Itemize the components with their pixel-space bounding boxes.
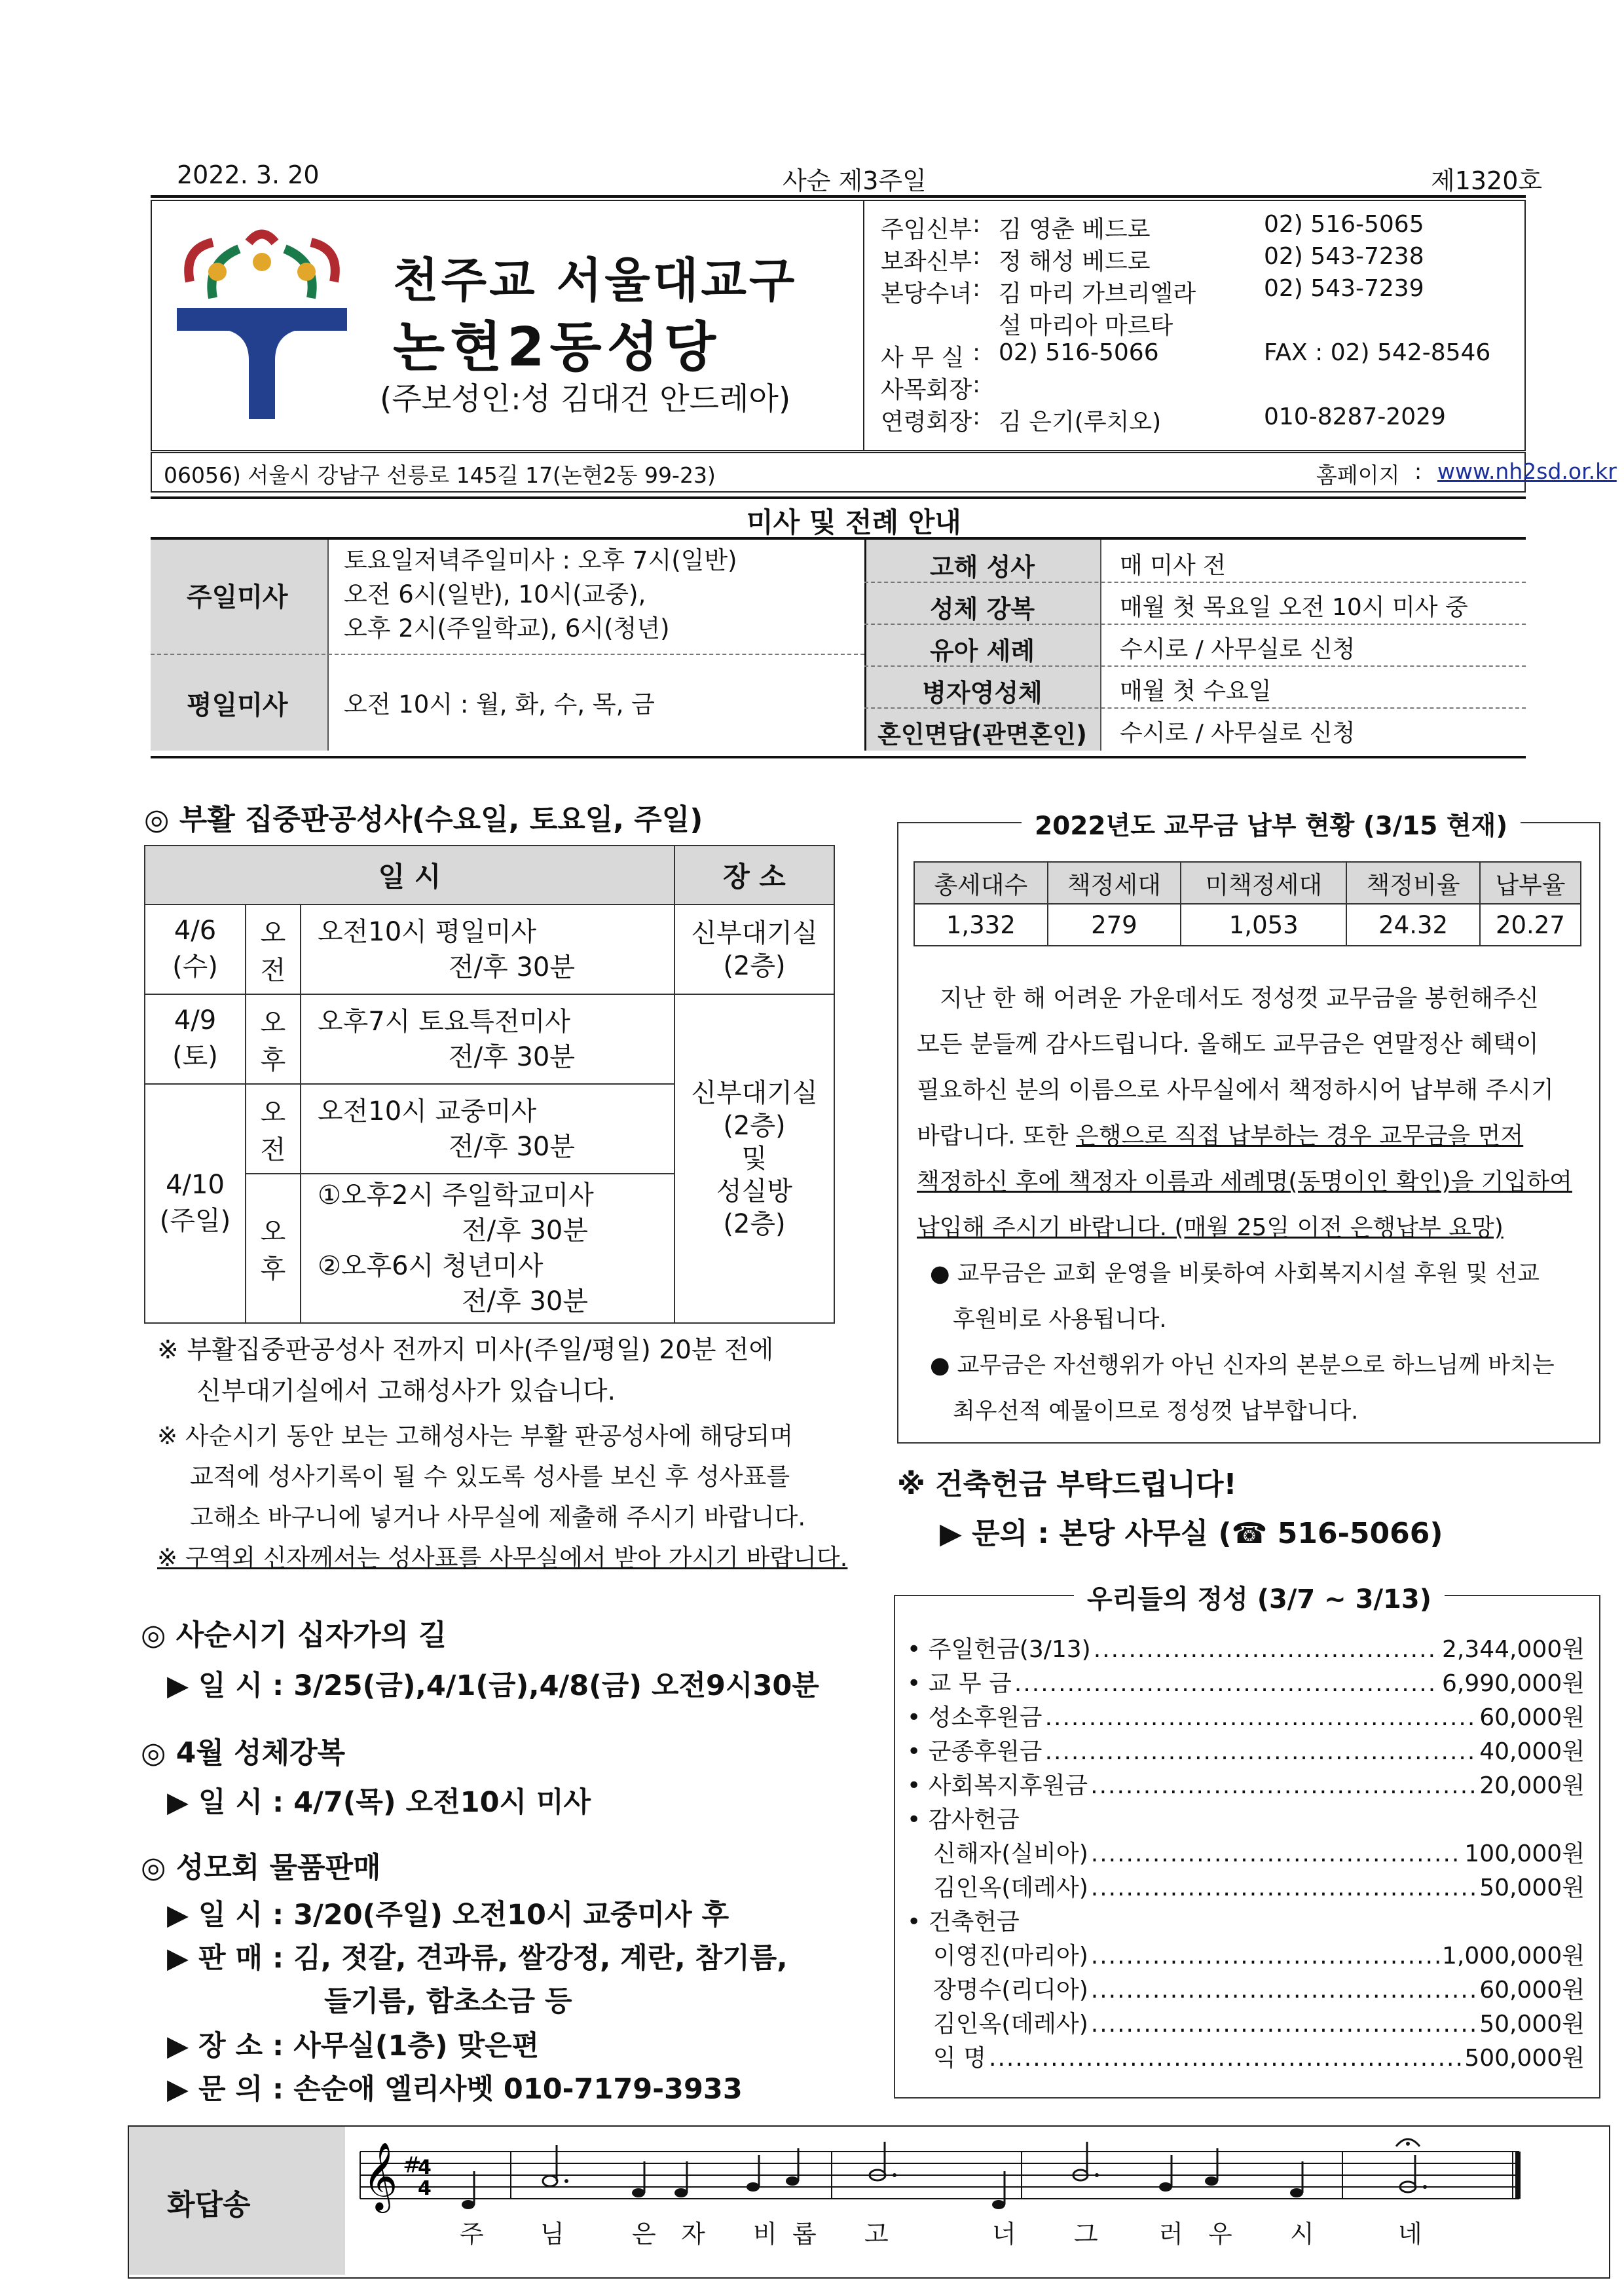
- head-date: 일 시: [145, 846, 674, 905]
- lyric: 님: [540, 2220, 564, 2248]
- offering-row: 김인옥(데레사) ..... 50,000원: [933, 1869, 1585, 1903]
- staff-row: 본당수녀 : 김 마리 가브리엘라 02) 543-7239: [881, 275, 1424, 307]
- psalm-label: 화답송: [167, 2188, 251, 2222]
- easter-title: ◎ 부활 집중판공성사(수요일, 토요일, 주일): [144, 803, 703, 836]
- lyric: 자: [681, 2220, 705, 2248]
- offerings-title: 우리들의 정성 (3/7 ~ 3/13): [1074, 1578, 1445, 1616]
- table-row: 4/10 (주일) 오 전 오전10시 교중미사 전/후 30분: [145, 1084, 834, 1174]
- easter-note: 신부대기실에서 고해성사가 있습니다.: [196, 1377, 616, 1406]
- offering-row: • 성소후원금 ..... 60,000원: [907, 1699, 1585, 1732]
- staff-row: 설 마리아 마르타: [999, 312, 1173, 339]
- head-place: 장 소: [674, 846, 834, 905]
- confession-label: 고해 성사: [929, 553, 1035, 582]
- confession-value: 매 미사 전: [1120, 552, 1226, 579]
- building-contact: ▶ 문의 : 본당 사무실 (☎ 516-5066): [940, 1517, 1443, 1550]
- offering-row: 익 명 ..... 500,000원: [933, 2040, 1585, 2073]
- lyric: 시: [1290, 2220, 1314, 2248]
- sale-line: 들기름, 함초소금 등: [324, 1985, 572, 2018]
- lyric: 롭: [792, 2220, 817, 2248]
- infant-baptism-value: 수시로 / 사무실로 신청: [1120, 636, 1356, 663]
- bulletin-date: 2022. 3. 20: [177, 160, 320, 189]
- offering-row: 김인옥(데레사) ..... 50,000원: [933, 2006, 1585, 2039]
- lyric: 네: [1398, 2220, 1422, 2248]
- building-heading: • 건축헌금: [907, 1909, 1020, 1935]
- sick-communion-value: 매월 첫 수요일: [1120, 678, 1272, 705]
- offering-row: • 사회복지후원금 ..... 20,000원: [907, 1767, 1585, 1801]
- svg-text:#: #: [403, 2152, 422, 2178]
- tax-paragraph: 지난 한 해 어려운 가운데서도 정성껏 교무금을 봉헌해주신 모든 분들께 감사드립니다. 올해도 교무금은 연말정산 혜택이 필요하신 분의 이름으로 사무실에서 책정하시어 납부해 주시기 바랍니다. 또한 은행으로 직접 납부하는 경우 교무금을 먼저 책정하신 후에 책정자 이름과 세례명(동명이인 확인)을 기입하여 납입해 주시기 바랍니다. (매월 25일 이전 은행납부 요망): [917, 985, 1572, 1241]
- easter-note: ※ 구역외 신자께서는 성사표를 사무실에서 받아 가시기 바랍니다.: [157, 1544, 848, 1572]
- parish-logo-icon: [177, 223, 347, 419]
- sale-line: ▶ 일 시 : 3/20(주일) 오전10시 교중미사 후: [167, 1899, 729, 1931]
- address: 06056) 서울시 강남구 선릉로 145길 17(논현2동 99-23): [164, 462, 716, 488]
- offering-row: • 주일헌금(3/13) ..... 2,344,000원: [907, 1631, 1585, 1664]
- sale-line: ▶ 문 의 : 손순애 엘리사벳 010-7179-3933: [167, 2073, 743, 2106]
- parish-name: 논현2동성당: [393, 316, 722, 379]
- lyric: 너: [992, 2220, 1016, 2248]
- lyric: 고: [864, 2220, 889, 2248]
- easter-note: ※ 사순시기 동안 보는 고해성사는 부활 판공성사에 해당되며: [157, 1422, 794, 1450]
- mass-title: 미사 및 전례 안내: [747, 506, 961, 538]
- eucharist-title: ◎ 4월 성체강복: [141, 1736, 346, 1770]
- parish-patron: (주보성인:성 김대건 안드레아): [380, 381, 791, 417]
- svg-text:4: 4: [418, 2156, 432, 2179]
- offering-row: 신해자(실비아) ..... 100,000원: [933, 1835, 1585, 1869]
- svg-text:𝄞: 𝄞: [363, 2142, 398, 2211]
- staff-row: 보좌신부 : 정 해성 베드로 02) 543-7238: [881, 243, 1424, 275]
- sale-line: ▶ 판 매 : 김, 젓갈, 견과류, 쌀강정, 계란, 참기름,: [167, 1942, 788, 1975]
- easter-note: 교적에 성사기록이 될 수 있도록 성사를 보신 후 성사표를: [190, 1463, 790, 1491]
- sale-line: ▶ 장 소 : 사무실(1층) 맞은편: [167, 2030, 540, 2062]
- marriage-value: 수시로 / 사무실로 신청: [1120, 720, 1356, 747]
- eucharist-when: ▶ 일 시 : 4/7(목) 오전10시 미사: [167, 1786, 591, 1819]
- lyric: 러: [1159, 2220, 1183, 2248]
- lyric: 우: [1208, 2220, 1232, 2248]
- liturgical-week: 사순 제3주일: [783, 166, 927, 195]
- sick-communion-label: 병자영성체: [922, 679, 1043, 707]
- staff-list: [881, 211, 1522, 436]
- lyric: 비: [753, 2220, 777, 2248]
- table-row: 4/9 (토) 오 후 오후7시 토요특전미사 전/후 30분 신부대기실 (2층) 및 성실방 (2층): [145, 994, 834, 1084]
- building-title: ※ 건축헌금 부탁드립니다!: [897, 1468, 1237, 1501]
- marriage-label: 혼인면담(관면혼인): [877, 720, 1087, 749]
- staff-row: 주임신부 : 김 영춘 베드로 02) 516-5065: [881, 211, 1424, 243]
- offering-row: 이영진(마리아) ..... 1,000,000원: [933, 1937, 1585, 1971]
- lyric: 주: [460, 2220, 484, 2248]
- weekday-mass-label: 평일미사: [187, 690, 288, 720]
- lyric: 은: [632, 2220, 656, 2248]
- infant-baptism-label: 유아 세례: [929, 637, 1035, 665]
- staff-row: 사 무 실 : 02) 516-5066 FAX : 02) 542-8546: [881, 339, 1491, 371]
- sale-title: ◎ 성모회 물품판매: [141, 1851, 381, 1884]
- cross-when: ▶ 일 시 : 3/25(금),4/1(금),4/8(금) 오전9시30분: [167, 1670, 819, 1702]
- tax-table: 총세대수 책정세대 미책정세대 책정비율 납부율 1,332 279 1,053 24.32 20.27: [913, 861, 1581, 946]
- easter-note: 고해소 바구니에 넣거나 사무실에 제출해 주시기 바랍니다.: [190, 1503, 806, 1531]
- tax-title: 2022년도 교무금 납부 현황 (3/15 현재): [1022, 806, 1521, 842]
- thanks-heading: • 감사헌금: [907, 1806, 1020, 1833]
- staff-row: 사목회장 :: [881, 371, 981, 403]
- weekday-mass-times: 오전 10시 : 월, 화, 수, 목, 금: [344, 690, 655, 718]
- benediction-label: 성체 강복: [929, 595, 1035, 624]
- psalm-staff-icon: [354, 2132, 1539, 2217]
- issue-number: 제1320호: [1431, 166, 1543, 195]
- homepage-label: 홈페이지: [1316, 462, 1400, 488]
- offering-row: • 교 무 금 ..... 6,990,000원: [907, 1665, 1585, 1698]
- benediction-value: 매월 첫 목요일 오전 10시 미사 중: [1120, 594, 1468, 621]
- cross-title: ◎ 사순시기 십자가의 길: [141, 1618, 447, 1652]
- parish-line1: 천주교 서울대교구: [393, 253, 798, 308]
- easter-schedule-table: [144, 845, 835, 1324]
- sunday-mass-times: 토요일저녁주일미사 : 오후 7시(일반) 오전 6시(일반), 10시(교중), 오후 2시(주일학교), 6시(청년): [344, 546, 737, 643]
- lyric: 그: [1074, 2220, 1098, 2248]
- offering-row: 장명수(리디아) ..... 60,000원: [933, 1971, 1585, 2005]
- staff-row: 연령회장 : 김 은기(루치오) 010-8287-2029: [881, 403, 1446, 436]
- homepage-link[interactable]: www.nh2sd.or.kr: [1437, 458, 1617, 484]
- easter-note: ※ 부활집중판공성사 전까지 미사(주일/평일) 20분 전에: [157, 1335, 774, 1365]
- table-row: 오 후 ①오후2시 주일학교미사 전/후 30분 ②오후6시 청년미사 전/후 30분: [145, 1174, 834, 1323]
- offering-row: • 군종후원금 ..... 40,000원: [907, 1733, 1585, 1766]
- sunday-mass-label: 주일미사: [187, 582, 288, 612]
- tax-bullets: ● 교무금은 교회 운영을 비롯하여 사회복지시설 후원 및 선교 후원비로 사용됩니다. ● 교무금은 자선행위가 아닌 신자의 본분으로 하느님께 바치는 최우선적 예물이므로 정성껏 납부합니다.: [930, 1261, 1555, 1425]
- svg-text:4: 4: [418, 2177, 432, 2200]
- table-row: 4/6 (수) 오 전 오전10시 평일미사 전/후 30분 신부대기실 (2층): [145, 905, 834, 994]
